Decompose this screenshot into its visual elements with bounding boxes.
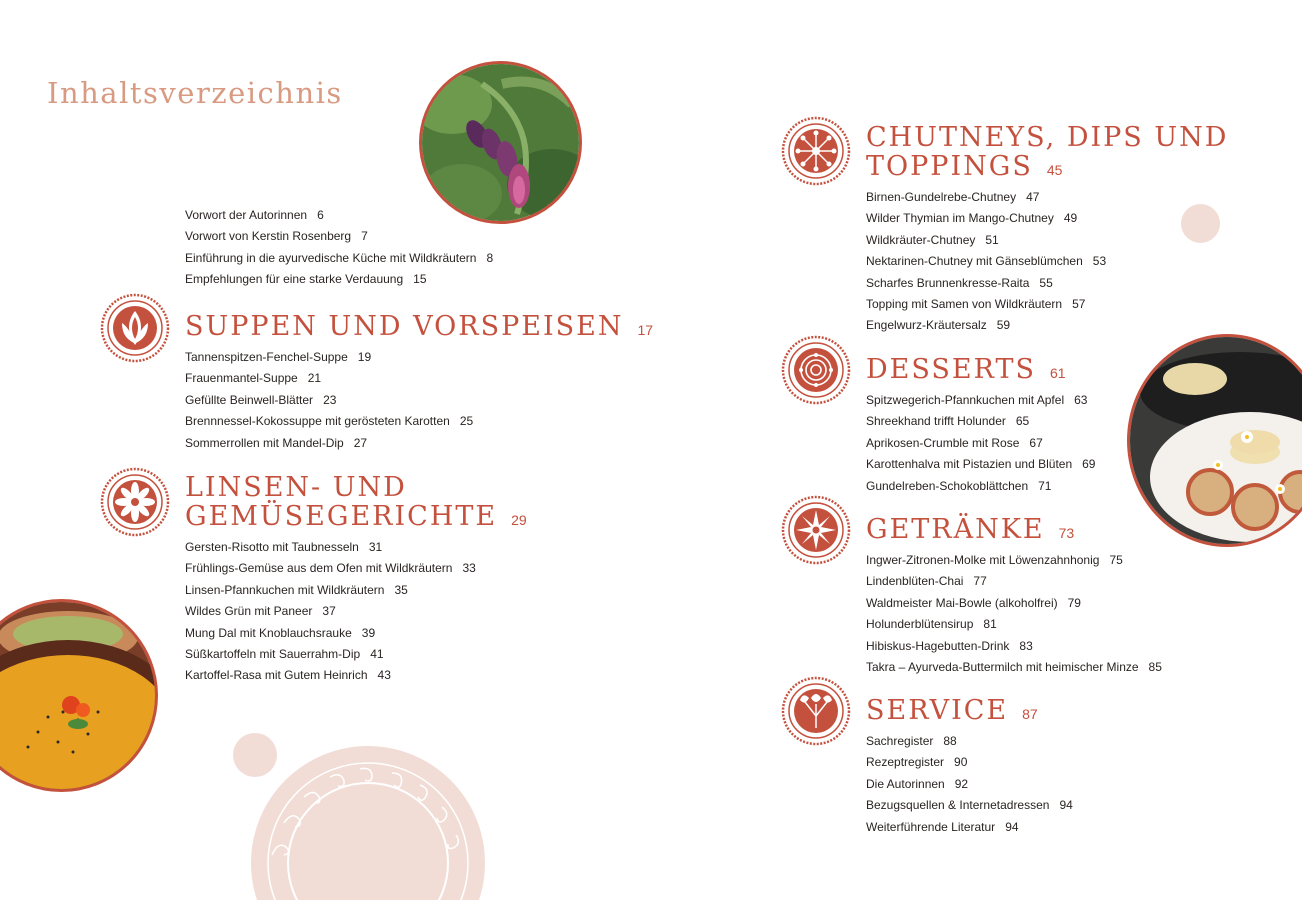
- toc-entry[interactable]: [185, 390, 653, 411]
- entry-label: Spitzwegerich-Pfannkuchen mit Apfel: [866, 393, 1065, 407]
- entry-page: 25: [459, 414, 474, 429]
- entry-label: Takra – Ayurveda-Buttermilch mit heimischer Minze: [866, 659, 1139, 674]
- toc-entry[interactable]: [185, 248, 493, 269]
- entry-label: Die Autorinnen: [866, 776, 945, 791]
- toc-entry[interactable]: [866, 571, 1162, 592]
- toc-entry[interactable]: [185, 433, 653, 454]
- entry-page: 67: [1029, 435, 1043, 450]
- entry-label: Sachregister: [866, 734, 934, 748]
- entry-page: 41: [370, 646, 384, 661]
- entry-page: 75: [1109, 553, 1123, 567]
- section-title[interactable]: [185, 312, 653, 345]
- toc-entry[interactable]: [866, 593, 1162, 614]
- entry-label: Engelwurz-Kräutersalz: [866, 318, 987, 333]
- entry-page: 39: [361, 625, 376, 640]
- toc-entry[interactable]: [185, 644, 527, 665]
- toc-entry[interactable]: [866, 208, 1228, 229]
- section-title[interactable]: [185, 473, 527, 535]
- entry-label: Wildkräuter-Chutney: [866, 232, 976, 247]
- toc-entry[interactable]: [866, 251, 1228, 272]
- entry-page: 49: [1063, 211, 1078, 226]
- entry-label: Linsen-Pfannkuchen mit Wildkräutern: [185, 582, 385, 597]
- toc-entry[interactable]: [185, 665, 527, 686]
- section-title[interactable]: [866, 696, 1073, 729]
- entry-page: 63: [1074, 393, 1088, 407]
- entry-page: 37: [322, 604, 336, 619]
- section-suppen: [185, 312, 653, 454]
- entry-label: Nektarinen-Chutney mit Gänseblümchen: [866, 254, 1083, 269]
- toc-entry[interactable]: [866, 731, 1073, 752]
- section-title-line: SERVICE: [866, 695, 1009, 726]
- entry-label: Wildes Grün mit Paneer: [185, 604, 313, 619]
- toc-entry[interactable]: [185, 205, 493, 226]
- section-page: 61: [1049, 365, 1066, 381]
- entry-page: 69: [1082, 457, 1096, 472]
- toc-entry[interactable]: [866, 752, 1073, 773]
- entry-page: 94: [1005, 819, 1019, 834]
- entry-page: 59: [996, 318, 1011, 333]
- section-title[interactable]: [866, 123, 1228, 185]
- section-desserts: [866, 355, 1095, 497]
- entry-label: Lindenblüten-Chai: [866, 574, 964, 589]
- entry-label: Wilder Thymian im Mango-Chutney: [866, 211, 1054, 226]
- toc-entry[interactable]: [185, 537, 527, 558]
- entry-page: 6: [317, 208, 324, 222]
- section-title-line: TOPPINGS: [866, 151, 1033, 182]
- entry-label: Gersten-Risotto mit Taubnesseln: [185, 540, 359, 554]
- entry-label: Frauenmantel-Suppe: [185, 371, 298, 386]
- toc-entry[interactable]: [866, 614, 1162, 635]
- section-title-line: GETRÄNKE: [866, 514, 1045, 545]
- toc-entry[interactable]: [866, 315, 1228, 336]
- toc-entry[interactable]: [866, 454, 1095, 475]
- flower-mandala-icon: [100, 467, 170, 537]
- section-title[interactable]: [866, 355, 1095, 388]
- entry-page: 8: [486, 250, 494, 265]
- entry-page: 90: [954, 755, 968, 770]
- toc-entry[interactable]: [866, 657, 1162, 678]
- entry-page: 77: [973, 574, 987, 589]
- section-title-line: DESSERTS: [866, 354, 1036, 385]
- intro-entries: [185, 205, 493, 291]
- entry-page: 53: [1092, 254, 1107, 269]
- toc-entry[interactable]: [866, 187, 1228, 208]
- entry-page: 71: [1038, 478, 1052, 493]
- decorative-wave-medallion: [250, 745, 486, 900]
- entry-label: Vorwort der Autorinnen: [185, 208, 308, 222]
- entry-page: 81: [983, 617, 997, 632]
- tulip-mandala-icon: [781, 676, 851, 746]
- page-title: Inhaltsverzeichnis: [47, 76, 343, 110]
- dahlia-mandala-icon: [781, 495, 851, 565]
- toc-entry[interactable]: [185, 601, 527, 622]
- toc-entry[interactable]: [185, 368, 653, 389]
- sunburst-mandala-icon: [781, 116, 851, 186]
- entry-page: 88: [943, 734, 957, 748]
- comfrey-flower-photo: [419, 61, 582, 224]
- toc-entry[interactable]: [185, 269, 493, 290]
- section-page: 87: [1022, 706, 1038, 722]
- entry-page: 43: [377, 668, 391, 683]
- section-page: 45: [1046, 162, 1063, 178]
- entry-label: Brennnessel-Kokossuppe mit gerösteten Karotten: [185, 414, 450, 429]
- entry-label: Waldmeister Mai-Bowle (alkoholfrei): [866, 595, 1058, 610]
- toc-entry[interactable]: [866, 476, 1095, 497]
- toc-entry[interactable]: [185, 411, 653, 432]
- entry-page: 31: [368, 540, 383, 554]
- entry-label: Gefüllte Beinwell-Blätter: [185, 392, 314, 407]
- entry-label: Empfehlungen für eine starke Verdauung: [185, 272, 404, 287]
- section-title-line: CHUTNEYS, DIPS UND: [866, 122, 1229, 153]
- entry-page: 23: [323, 392, 337, 407]
- toc-entry[interactable]: [185, 558, 527, 579]
- toc-entry[interactable]: [866, 795, 1073, 816]
- entry-page: 79: [1067, 595, 1081, 610]
- entry-label: Gundelreben-Schokoblättchen: [866, 478, 1029, 493]
- entry-page: 85: [1148, 659, 1162, 674]
- toc-entry[interactable]: [866, 550, 1162, 571]
- entry-label: Weiterführende Literatur: [866, 819, 996, 834]
- entry-label: Holunderblütensirup: [866, 617, 974, 632]
- entry-label: Mung Dal mit Knoblauchsrauke: [185, 625, 352, 640]
- section-chutneys: [866, 123, 1228, 337]
- entry-page: 65: [1015, 414, 1030, 429]
- entry-label: Süßkartoffeln mit Sauerrahm-Dip: [185, 646, 361, 661]
- entry-page: 27: [353, 435, 368, 450]
- entry-label: Einführung in die ayurvedische Küche mit Wildkräutern: [185, 250, 477, 265]
- entry-label: Tannenspitzen-Fenchel-Suppe: [185, 350, 348, 364]
- lentil-soup-photo: [0, 599, 158, 792]
- entry-label: Karottenhalva mit Pistazien und Blüten: [866, 457, 1073, 472]
- toc-entry[interactable]: [866, 817, 1073, 838]
- toc-entry[interactable]: [866, 411, 1095, 432]
- entry-label: Ingwer-Zitronen-Molke mit Löwenzahnhonig: [866, 553, 1100, 567]
- section-getraenke: [866, 515, 1162, 678]
- entry-label: Frühlings-Gemüse aus dem Ofen mit Wildkräutern: [185, 561, 453, 576]
- toc-entry[interactable]: [866, 390, 1095, 411]
- section-service: [866, 696, 1073, 838]
- section-page: 73: [1058, 525, 1075, 541]
- toc-entry[interactable]: [185, 226, 493, 247]
- toc-entry[interactable]: [185, 623, 527, 644]
- entry-label: Shreekhand trifft Holunder: [866, 414, 1006, 429]
- entry-label: Hibiskus-Hagebutten-Drink: [866, 638, 1010, 653]
- section-linsen: [185, 473, 527, 687]
- entry-page: 55: [1039, 275, 1053, 290]
- section-page: 17: [637, 322, 654, 338]
- entry-page: 83: [1019, 638, 1033, 653]
- entry-page: 35: [394, 582, 408, 597]
- entry-label: Birnen-Gundelrebe-Chutney: [866, 190, 1017, 204]
- entry-label: Kartoffel-Rasa mit Gutem Heinrich: [185, 668, 368, 683]
- toc-entry[interactable]: [866, 433, 1095, 454]
- entry-label: Topping mit Samen von Wildkräutern: [866, 296, 1063, 311]
- lotus-mandala-icon: [100, 293, 170, 363]
- entry-page: 94: [1059, 798, 1073, 813]
- toc-entry[interactable]: [866, 774, 1073, 795]
- entry-page: 19: [357, 350, 372, 364]
- toc-entry[interactable]: [866, 273, 1228, 294]
- entry-page: 33: [462, 561, 476, 576]
- section-title[interactable]: [866, 515, 1162, 548]
- toc-entry[interactable]: [866, 294, 1228, 315]
- section-title-line: SUPPEN UND VORSPEISEN: [185, 311, 624, 342]
- rose-mandala-icon: [781, 335, 851, 405]
- entry-label: Vorwort von Kerstin Rosenberg: [185, 229, 352, 244]
- toc-entry[interactable]: [185, 580, 527, 601]
- entry-page: 47: [1026, 190, 1040, 204]
- entry-page: 92: [954, 776, 969, 791]
- entry-page: 15: [413, 272, 427, 287]
- toc-entry[interactable]: [185, 347, 653, 368]
- section-page: 29: [511, 512, 527, 528]
- entry-label: Sommerrollen mit Mandel-Dip: [185, 435, 344, 450]
- section-title-line: GEMÜSEGERICHTE: [185, 501, 498, 532]
- section-title-line: LINSEN- UND: [185, 472, 407, 503]
- entry-page: 51: [985, 232, 999, 247]
- entry-page: 57: [1072, 296, 1086, 311]
- toc-entry[interactable]: [866, 230, 1228, 251]
- entry-label: Aprikosen-Crumble mit Rose: [866, 435, 1020, 450]
- entry-label: Scharfes Brunnenkresse-Raita: [866, 275, 1030, 290]
- entry-label: Rezeptregister: [866, 755, 945, 770]
- toc-entry[interactable]: [866, 636, 1162, 657]
- entry-label: Bezugsquellen & Internetadressen: [866, 798, 1050, 813]
- entry-page: 7: [361, 229, 368, 244]
- entry-page: 21: [307, 371, 322, 386]
